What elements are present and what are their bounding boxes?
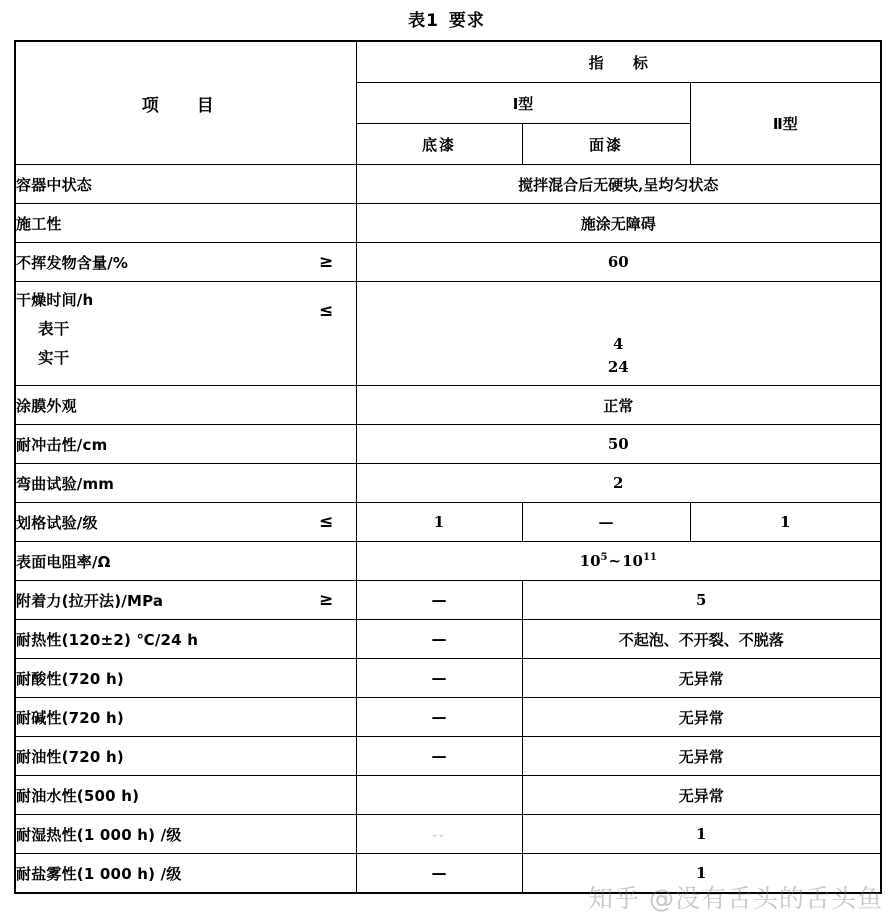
- row-relation-symbol: ≤: [319, 301, 334, 321]
- row-value: 施涂无障碍: [580, 214, 656, 233]
- table-row: [15, 815, 881, 854]
- table-row: [15, 425, 881, 464]
- row-value: $10^5\sim 10^{11}$: [579, 552, 657, 570]
- row-value: 4: [613, 334, 624, 353]
- row-value-all: [356, 204, 881, 243]
- row-value: 50: [607, 435, 629, 453]
- row-item-label: 干燥时间/h: [16, 291, 94, 309]
- row-value-topcoat-and-type-ii: [522, 620, 881, 659]
- row-item-cell: [15, 737, 356, 776]
- header-type-i: Ⅰ型: [356, 83, 690, 124]
- row-item-label: 耐湿热性(1 000 h) /级: [16, 825, 182, 844]
- row-item-cell: [15, 698, 356, 737]
- row-value: 1: [433, 513, 445, 531]
- row-item-label: 弯曲试验/mm: [16, 474, 115, 493]
- row-value-primer: [356, 659, 522, 698]
- row-value: 1: [780, 513, 791, 531]
- table-row: [15, 386, 881, 425]
- row-value: —: [598, 513, 614, 531]
- header-indicator: 指 标: [356, 41, 881, 83]
- row-value: —: [431, 591, 447, 609]
- row-value-all: [356, 165, 881, 204]
- row-item-cell: [15, 854, 356, 894]
- table-row: [15, 776, 881, 815]
- row-item-label: 耐油性(720 h): [16, 747, 124, 766]
- row-value-all: [356, 542, 881, 581]
- row-value-all: [356, 386, 881, 425]
- row-value: —: [431, 669, 447, 687]
- table-row: [15, 854, 881, 894]
- requirements-table-wrapper: [14, 40, 880, 894]
- row-value-topcoat-and-type-ii: [522, 698, 881, 737]
- row-value-all: [356, 425, 881, 464]
- row-value: 无异常: [678, 786, 724, 805]
- row-item-cell: [15, 620, 356, 659]
- row-item-cell: [15, 165, 356, 204]
- row-value: —: [431, 747, 447, 765]
- row-item-label: 耐碱性(720 h): [16, 708, 124, 727]
- row-value-primer: [356, 776, 522, 815]
- row-value-topcoat-and-type-ii: [522, 776, 881, 815]
- row-value: --: [432, 829, 446, 842]
- row-item-label: 耐盐雾性(1 000 h) /级: [16, 864, 182, 883]
- row-value: 2: [613, 474, 624, 492]
- row-value: 5: [696, 591, 707, 609]
- row-item-label: 施工性: [16, 214, 62, 233]
- row-item-label: 划格试验/级: [16, 513, 98, 532]
- row-value: 无异常: [678, 747, 724, 766]
- requirements-table: [14, 40, 882, 894]
- row-item-label: 耐酸性(720 h): [16, 669, 124, 688]
- table-body: [15, 165, 881, 894]
- row-value-topcoat-and-type-ii: [522, 737, 881, 776]
- table-head: [15, 41, 881, 165]
- row-value-topcoat: [522, 503, 690, 542]
- header-item-column: [15, 41, 356, 165]
- row-relation-symbol: ≤: [319, 512, 334, 532]
- row-value: 正常: [603, 396, 634, 415]
- table-row: [15, 659, 881, 698]
- row-value: 60: [607, 253, 629, 271]
- row-value-topcoat-and-type-ii: [522, 854, 881, 894]
- row-value-all: [356, 282, 881, 386]
- header-type-ii: Ⅱ型: [690, 83, 881, 165]
- row-item-cell: [15, 282, 356, 386]
- row-value-topcoat-and-type-ii: [522, 659, 881, 698]
- row-value: 1: [696, 864, 707, 882]
- header-item-label: 项 目: [141, 95, 230, 116]
- row-item-label: 涂膜外观: [16, 396, 77, 415]
- row-item-label: 不挥发物含量/%: [16, 253, 129, 272]
- table-row: [15, 503, 881, 542]
- row-item-cell: [15, 776, 356, 815]
- row-value: 1: [696, 825, 707, 843]
- row-value-topcoat-and-type-ii: [522, 581, 881, 620]
- caption-label: 表1: [408, 11, 439, 31]
- row-value: 搅拌混合后无硬块,呈均匀状态: [518, 175, 719, 194]
- row-item-cell: [15, 204, 356, 243]
- table-row: [15, 165, 881, 204]
- table-row: [15, 243, 881, 282]
- row-item-cell: [15, 581, 356, 620]
- row-value: 24: [607, 357, 629, 376]
- row-value: 无异常: [678, 669, 724, 688]
- row-value-type-ii: [690, 503, 881, 542]
- row-subitem-label: 表干: [38, 320, 70, 338]
- table-row: [15, 698, 881, 737]
- row-item-cell: [15, 815, 356, 854]
- header-topcoat: 面漆: [522, 124, 690, 165]
- watermark: 知乎 @没有舌头的舌头鱼: [588, 884, 883, 913]
- header-primer: 底漆: [356, 124, 522, 165]
- row-value-primer: [356, 503, 522, 542]
- row-relation-symbol: ≥: [319, 252, 334, 272]
- row-value: —: [431, 630, 447, 648]
- row-value-primer: [356, 698, 522, 737]
- row-item-cell: [15, 386, 356, 425]
- row-item-label: 耐冲击性/cm: [16, 435, 108, 454]
- row-item-cell: [15, 464, 356, 503]
- table-row: [15, 581, 881, 620]
- row-item-label: 表面电阻率/Ω: [16, 552, 111, 571]
- row-value-all: [356, 464, 881, 503]
- row-value-primer: [356, 737, 522, 776]
- table-row: [15, 620, 881, 659]
- table-caption: [0, 6, 893, 31]
- table-row: [15, 737, 881, 776]
- row-item-cell: [15, 425, 356, 464]
- row-value: —: [431, 864, 447, 882]
- row-item-cell: [15, 542, 356, 581]
- row-item-label: 容器中状态: [16, 175, 93, 194]
- row-value-all: [356, 243, 881, 282]
- table-row: [15, 542, 881, 581]
- row-item-label: 附着力(拉开法)/MPa: [16, 591, 164, 610]
- row-item-label: 耐热性(120±2) ℃/24 h: [16, 630, 199, 649]
- row-value-primer: [356, 854, 522, 894]
- header-row-1: [15, 41, 881, 83]
- row-value-primer: [356, 581, 522, 620]
- row-item-cell: [15, 659, 356, 698]
- row-value: —: [431, 708, 447, 726]
- row-value: 无异常: [678, 708, 724, 727]
- table-row: [15, 204, 881, 243]
- caption-title: 要求: [448, 11, 485, 31]
- row-subitem-label: 实干: [38, 349, 70, 367]
- row-item-cell: [15, 503, 356, 542]
- row-value-topcoat-and-type-ii: [522, 815, 881, 854]
- table-row: [15, 464, 881, 503]
- row-value: 不起泡、不开裂、不脱落: [618, 630, 784, 649]
- table-row: [15, 282, 881, 386]
- row-value-primer: [356, 815, 522, 854]
- row-value-primer: [356, 620, 522, 659]
- row-item-label: 耐油水性(500 h): [16, 786, 140, 805]
- row-item-cell: [15, 243, 356, 282]
- row-relation-symbol: ≥: [319, 590, 334, 610]
